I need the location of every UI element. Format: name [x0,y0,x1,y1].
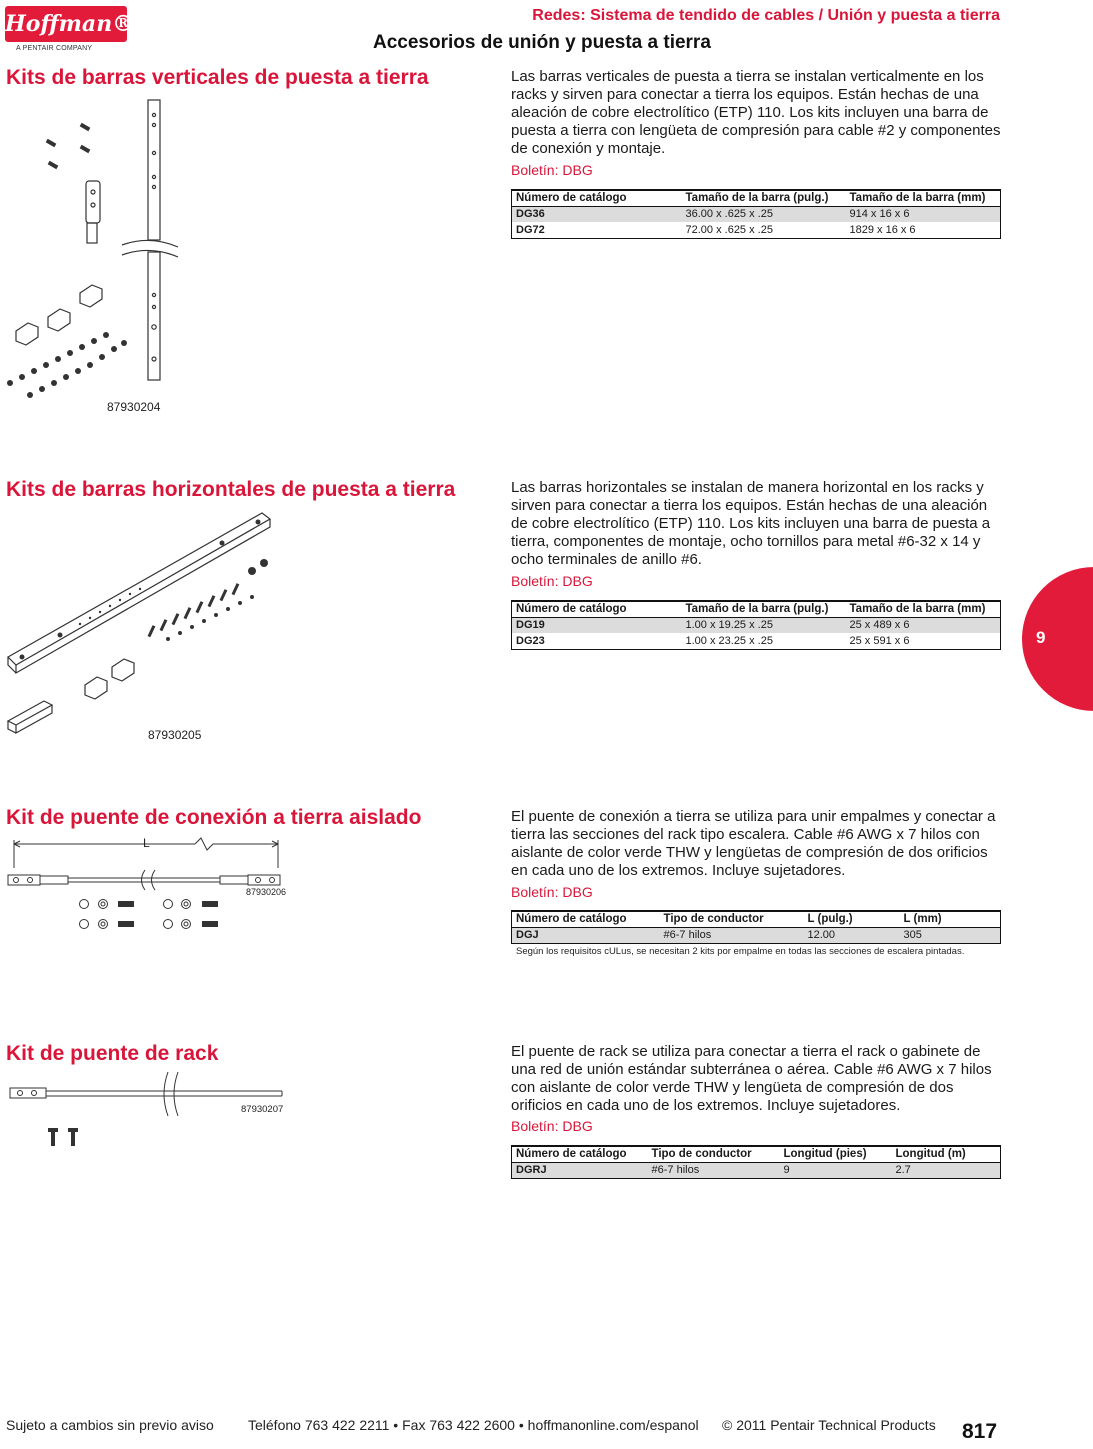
column-header: Longitud (m) [892,1146,1001,1162]
column-header: Tipo de conductor [660,911,804,927]
table-row [512,1162,1001,1178]
column-header: Número de catálogo [512,1146,648,1162]
column-header: Número de catálogo [512,601,682,617]
section-title-insulated-jumper: Kit de puente de conexión a tierra aislado [6,806,422,829]
table-row [512,927,1001,943]
column-header: L (mm) [900,911,1001,927]
figure-part-number: 87930207 [241,1104,284,1115]
table-cell: 36.00 x .625 x .25 [682,206,846,222]
table-row [512,206,1001,222]
table-cell: 72.00 x .625 x .25 [682,222,846,238]
table-footnote: Según los requisitos cULus, se necesitan 2 kits por empalme en todas las secciones de escalera pintadas. [516,946,965,957]
figure-part-number: 87930204 [107,400,161,414]
hoffman-logo: Hoffman® [5,6,127,42]
section-description: Las barras verticales de puesta a tierra se instalan verticalmente en los racks y sirven para conectar a tierra los equipos. Están hechas de una aleación de cobre electrolítico (ETP) 110. Los kits incluyen una barra de puesta a tierra con lengüeta de compresión para cable #2 y componentes de conexión y montaje. [511,68,1001,157]
column-header: Tipo de conductor [648,1146,780,1162]
catalog-number: DG36 [512,206,682,222]
dimension-label: L [143,836,150,850]
figure-part-number: 87930205 [148,728,202,742]
table-header-row [512,1146,1001,1162]
column-header: Número de catálogo [512,190,682,206]
table-row [512,633,1001,649]
catalog-number: DG72 [512,222,682,238]
table-cell: 25 x 591 x 6 [846,633,1001,649]
logo-subtitle: A PENTAIR COMPANY [16,45,93,52]
table-header-row [512,911,1001,927]
table-row [512,222,1001,238]
section-description: El puente de conexión a tierra se utiliza para unir empalmes y conectar a tierra las secciones del rack tipo escalera. Cable #6 AWG x 7 hilos con aislante de color verde THW y lengüetas de compresión de dos orificios en cada uno de los extremos. Incluye sujetadores. [511,808,996,879]
table-cell: 914 x 16 x 6 [846,206,1001,222]
column-header: Longitud (pies) [780,1146,892,1162]
horizontal-bar-kit-illustration [0,505,280,740]
figure-part-number: 87930206 [246,887,287,897]
spec-table [511,189,1001,239]
catalog-number: DGJ [512,927,660,943]
spec-table [511,600,1001,650]
column-header: Tamaño de la barra (pulg.) [682,190,846,206]
table-cell: 9 [780,1162,892,1178]
table-cell: #6-7 hilos [660,927,804,943]
table-cell: 1829 x 16 x 6 [846,222,1001,238]
column-header: Tamaño de la barra (mm) [846,601,1001,617]
column-header: Tamaño de la barra (mm) [846,190,1001,206]
table-cell: 305 [900,927,1001,943]
table-row [512,617,1001,633]
page-title: Accesorios de unión y puesta a tierra [373,32,711,53]
bulletin-link[interactable]: Boletín: DBG [511,884,593,900]
catalog-number: DG23 [512,633,682,649]
section-description: El puente de rack se utiliza para conectar a tierra el rack o gabinete de una red de unión estándar subterránea o aérea. Cable #6 AWG x 7 hilos con aislante de color verde THW y lengüeta de compresión de dos orificios en cada uno de los extremos. Incluye sujetadores. [511,1043,992,1114]
catalog-number: DGRJ [512,1162,648,1178]
table-cell: 25 x 489 x 6 [846,617,1001,633]
section-title-horizontal-bars: Kits de barras horizontales de puesta a tierra [6,478,456,501]
breadcrumb: Redes: Sistema de tendido de cables / Unión y puesta a tierra [532,7,1000,24]
section-description: Las barras horizontales se instalan de manera horizontal en los racks y sirven para conectar a tierra los equipos. Están hechas de una aleación de cobre electrolítico (ETP) 110. Los kits incluyen una barra de puesta a tierra, componentes de montaje, ocho tornillos para metal #6-32 x 14 y ocho terminales de anillo #6. [511,479,991,568]
chapter-tab-number: 9 [1036,628,1046,647]
chapter-tab[interactable] [1022,567,1093,711]
table-cell: 1.00 x 19.25 x .25 [682,617,846,633]
table-cell: 2.7 [892,1162,1001,1178]
spec-table [511,910,1001,944]
footer-notice: Sujeto a cambios sin previo aviso [6,1417,214,1433]
column-header: Número de catálogo [512,911,660,927]
catalog-number: DG19 [512,617,682,633]
bulletin-link[interactable]: Boletín: DBG [511,1118,593,1134]
table-header-row [512,190,1001,206]
section-title-vertical-bars: Kits de barras verticales de puesta a tierra [6,66,429,89]
vertical-bar-kit-illustration [0,95,200,405]
footer-copyright: © 2011 Pentair Technical Products [722,1417,936,1433]
spec-table [511,1145,1001,1179]
column-header: L (pulg.) [804,911,900,927]
footer-contact: Teléfono 763 422 2211 • Fax 763 422 2600 • hoffmanonline.com/espanol [248,1417,699,1433]
table-cell: 12.00 [804,927,900,943]
table-cell: #6-7 hilos [648,1162,780,1178]
table-header-row [512,601,1001,617]
page-number: 817 [962,1420,998,1443]
column-header: Tamaño de la barra (pulg.) [682,601,846,617]
section-title-rack-jumper: Kit de puente de rack [6,1042,219,1065]
table-cell: 1.00 x 23.25 x .25 [682,633,846,649]
bulletin-link[interactable]: Boletín: DBG [511,162,593,178]
bulletin-link[interactable]: Boletín: DBG [511,573,593,589]
